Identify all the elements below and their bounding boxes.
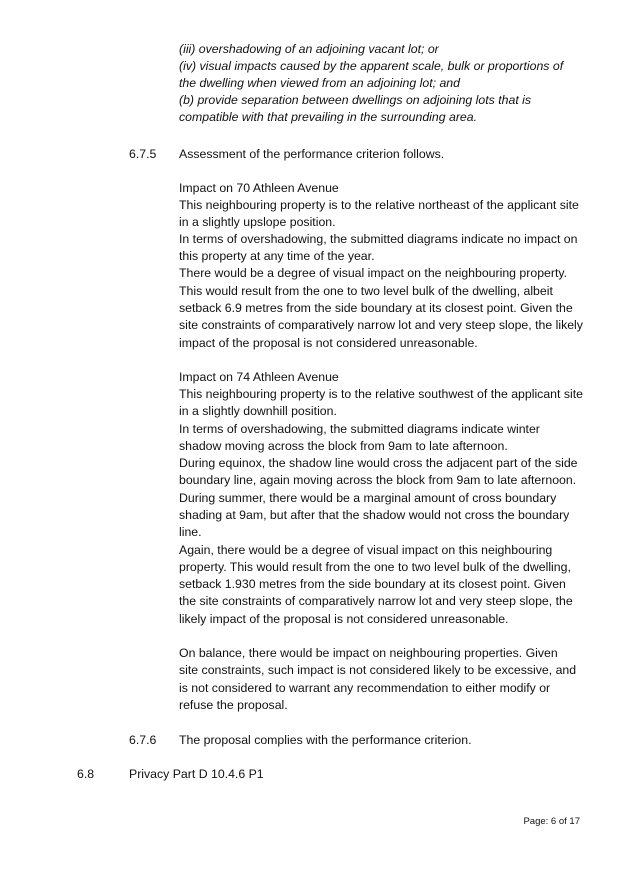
impact-74-line: line. — [179, 525, 202, 539]
section-heading-6-8: Privacy Part D 10.4.6 P1 — [129, 767, 264, 781]
criteria-line: the dwelling when viewed from an adjoining lot; and — [179, 76, 460, 90]
impact-74-line: During summer, there would be a marginal amount of cross boundary — [179, 491, 557, 505]
impact-74-line: setback 1.930 metres from the side boundary at its closest point. Given — [179, 577, 566, 591]
impact-74-line: This neighbouring property is to the relative southwest of the applicant site — [179, 387, 583, 401]
impact-74-line: property. This would result from the one to two level bulk of the dwelling, — [179, 560, 571, 574]
section-text-6-7-5: Assessment of the performance criterion follows. — [179, 147, 445, 161]
impact-74-line: During equinox, the shadow line would cross the adjacent part of the side — [179, 456, 578, 470]
section-text-6-7-6: The proposal complies with the performance criterion. — [179, 733, 472, 747]
impact-70-line: impact of the proposal is not considered unreasonable. — [179, 336, 478, 350]
impact-70-line: There would be a degree of visual impact on the neighbouring property. — [179, 266, 568, 280]
impact-70-line: In terms of overshadowing, the submitted diagrams indicate no impact on — [179, 232, 578, 246]
impact-74-line: in a slightly downhill position. — [179, 404, 337, 418]
criteria-line: compatible with that prevailing in the surrounding area. — [179, 110, 478, 124]
criteria-line: (iii) overshadowing of an adjoining vacant lot; or — [179, 42, 439, 56]
criteria-line: (iv) visual impacts caused by the apparent scale, bulk or proportions of — [179, 59, 564, 73]
impact-74-line: likely impact of the proposal is not considered unreasonable. — [179, 612, 509, 626]
balance-line: site constraints, such impact is not considered likely to be excessive, and — [179, 663, 577, 677]
impact-74-line: In terms of overshadowing, the submitted diagrams indicate winter — [179, 422, 540, 436]
impact-74-line: the site constraints of comparatively narrow lot and very steep slope, the — [179, 594, 573, 608]
balance-line: is not considered to warrant any recommendation to either modify or — [179, 681, 551, 695]
balance-line: refuse the proposal. — [179, 698, 288, 712]
impact-70-line: This neighbouring property is to the relative northeast of the applicant site — [179, 198, 579, 212]
impact-70-line: in a slightly upslope position. — [179, 215, 336, 229]
section-number-6-8: 6.8 — [77, 767, 95, 781]
criteria-line: (b) provide separation between dwellings on adjoining lots that is — [179, 93, 532, 107]
section-number-6-7-6: 6.7.6 — [129, 733, 157, 747]
impact-74-line: Again, there would be a degree of visual impact on this neighbouring — [179, 543, 553, 557]
impact-70-heading: Impact on 70 Athleen Avenue — [179, 181, 339, 195]
balance-line: On balance, there would be impact on neighbouring properties. Given — [179, 646, 558, 660]
impact-74-line: shadow moving across the block from 9am to late afternoon. — [179, 439, 508, 453]
section-number-6-7-5: 6.7.5 — [129, 147, 157, 161]
impact-74-heading: Impact on 74 Athleen Avenue — [179, 370, 339, 384]
impact-74-line: boundary line, again moving across the block from 9am to late afternoon. — [179, 473, 577, 487]
impact-70-line: site constraints of comparatively narrow lot and very steep slope, the likely — [179, 318, 583, 332]
impact-70-line: This would result from the one to two level bulk of the dwelling, albeit — [179, 284, 553, 298]
impact-70-line: setback 6.9 metres from the side boundary at its closest point. Given the — [179, 301, 573, 315]
impact-74-line: shading at 9am, but after that the shadow would not cross the boundary — [179, 508, 570, 522]
impact-70-line: this property at any time of the year. — [179, 249, 375, 263]
page-number: Page: 6 of 17 — [523, 816, 580, 827]
